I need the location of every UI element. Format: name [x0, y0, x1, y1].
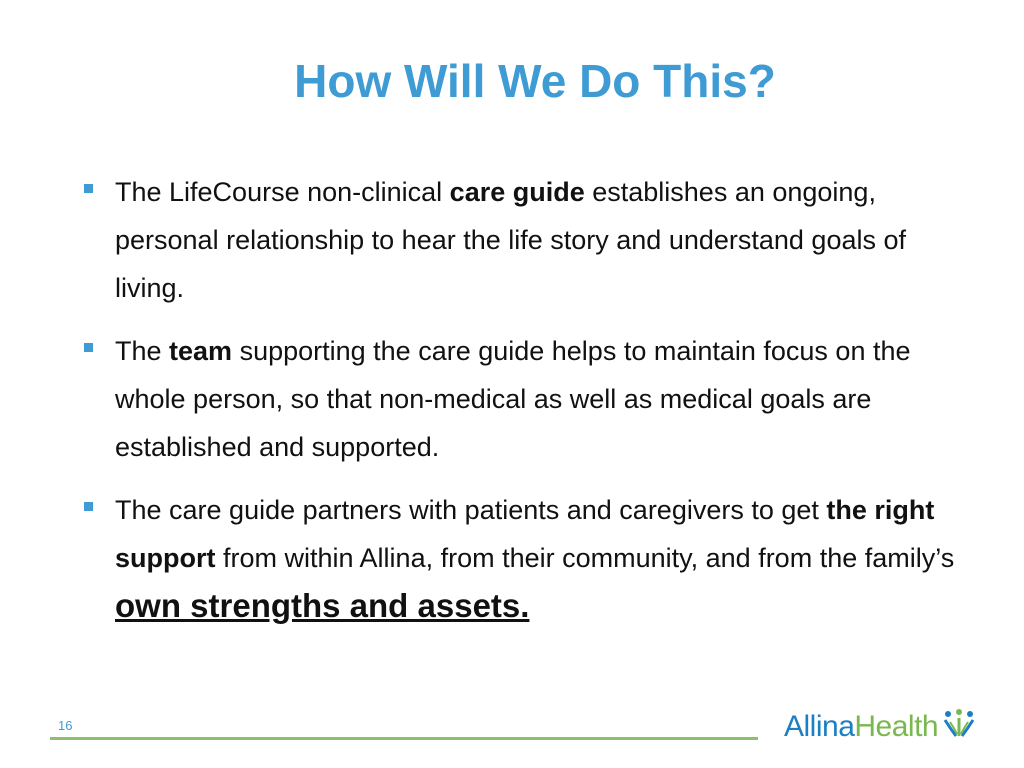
square-bullet-icon: [84, 343, 93, 352]
bullet-bold-text: care guide: [449, 177, 585, 207]
bullet-bold-text: the right support: [115, 495, 935, 573]
square-bullet-icon: [84, 502, 93, 511]
bullet-list: [84, 168, 964, 647]
stylized-people-icon: [942, 708, 976, 746]
footer-divider: [50, 737, 758, 740]
bullet-text: supporting the care guide helps to maintain focus on the whole person, so that non-medical as well as medical goals are established and supported.: [115, 336, 911, 462]
bullet-text: from within Allina, from their community, and from the family’s: [215, 543, 955, 573]
slide-title: How Will We Do This?: [294, 55, 776, 107]
bullet-item-team: [84, 327, 964, 471]
logo-text-health: Health: [854, 710, 939, 743]
bullet-item-care-guide: [84, 168, 964, 312]
bullet-text: The care guide partners with patients and caregivers to get: [115, 495, 827, 525]
logo-text-allina: Allina: [784, 710, 855, 743]
square-bullet-icon: [84, 184, 93, 193]
allina-health-logo: [784, 708, 976, 746]
bullet-bold-text: team: [169, 336, 233, 366]
bullet-text: establishes an ongoing, personal relationship to hear the life story and understand goals of living.: [115, 177, 907, 303]
bullet-text: The: [115, 336, 170, 366]
bullet-emphasis-text: own strengths and assets.: [115, 587, 530, 624]
bullet-text: The LifeCourse non-clinical: [115, 177, 450, 207]
bullet-item-partners: [84, 486, 964, 632]
page-number: 16: [58, 718, 73, 733]
